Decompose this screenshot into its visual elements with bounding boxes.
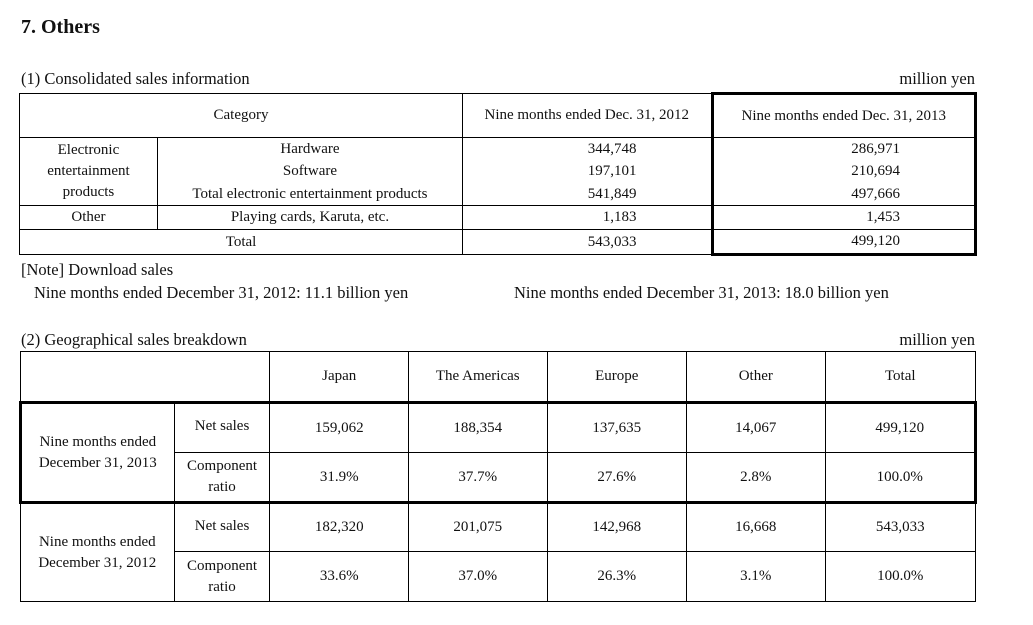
cell-total: 100.0% bbox=[825, 552, 976, 602]
period-label: Nine months ended December 31, 2012 bbox=[21, 503, 175, 602]
table-header-row bbox=[20, 94, 976, 138]
ratio-label: Component ratio bbox=[174, 552, 270, 602]
geo-unit: million yen bbox=[899, 330, 975, 349]
row-label: Total electronic entertainment products bbox=[157, 183, 462, 205]
section-title: 7. Others bbox=[21, 16, 100, 38]
cell-europe: 137,635 bbox=[547, 403, 687, 453]
row-label: Software bbox=[157, 161, 462, 183]
note-2012: Nine months ended December 31, 2012: 11.1 billion yen bbox=[34, 283, 409, 302]
cell-japan: 159,062 bbox=[270, 403, 409, 453]
table-row bbox=[20, 183, 976, 205]
cell-japan: 182,320 bbox=[270, 503, 409, 552]
value-2012: 541,849 bbox=[463, 183, 713, 205]
row-label-total: Total bbox=[20, 230, 463, 255]
value-2013: 210,694 bbox=[712, 161, 975, 183]
cell-other: 3.1% bbox=[687, 552, 825, 602]
cell-americas: 201,075 bbox=[408, 503, 547, 552]
cell-japan: 33.6% bbox=[270, 552, 409, 602]
cell-americas: 188,354 bbox=[408, 403, 547, 453]
table-header-row bbox=[21, 352, 976, 403]
table-row bbox=[21, 503, 976, 552]
value-2012: 1,183 bbox=[463, 206, 713, 230]
net-sales-label: Net sales bbox=[174, 503, 270, 552]
header-category: Category bbox=[20, 94, 463, 138]
table-row bbox=[20, 161, 976, 183]
value-2012: 344,748 bbox=[463, 138, 713, 161]
note-title: [Note] Download sales bbox=[21, 260, 174, 279]
table-row bbox=[21, 403, 976, 453]
header-2012: Nine months ended Dec. 31, 2012 bbox=[463, 94, 713, 138]
net-sales-label: Net sales bbox=[174, 403, 270, 453]
group-other-label: Other bbox=[20, 206, 158, 230]
row-label: Playing cards, Karuta, etc. bbox=[157, 206, 462, 230]
cell-europe: 142,968 bbox=[547, 503, 687, 552]
geographical-sales-table bbox=[19, 351, 977, 602]
cell-total: 499,120 bbox=[825, 403, 976, 453]
value-2013: 497,666 bbox=[712, 183, 975, 205]
table-row bbox=[20, 206, 976, 230]
cell-europe: 26.3% bbox=[547, 552, 687, 602]
consolidated-sales-table bbox=[19, 92, 977, 256]
value-2013: 1,453 bbox=[712, 206, 975, 230]
value-2013-total: 499,120 bbox=[712, 230, 975, 255]
period-label: Nine months ended December 31, 2013 bbox=[21, 403, 175, 503]
header-total: Total bbox=[825, 352, 976, 403]
header-americas: The Americas bbox=[408, 352, 547, 403]
value-2012-total: 543,033 bbox=[463, 230, 713, 255]
cell-americas: 37.0% bbox=[408, 552, 547, 602]
header-other: Other bbox=[687, 352, 825, 403]
geo-caption: (2) Geographical sales breakdown bbox=[21, 330, 247, 349]
table-row-total bbox=[20, 230, 976, 255]
cell-other: 14,067 bbox=[687, 403, 825, 453]
header-2013: Nine months ended Dec. 31, 2013 bbox=[712, 94, 975, 138]
group-electronic-label: Electronic entertainment products bbox=[20, 138, 158, 206]
cell-europe: 27.6% bbox=[547, 453, 687, 503]
value-2013: 286,971 bbox=[712, 138, 975, 161]
header-empty bbox=[21, 352, 270, 403]
cell-other: 16,668 bbox=[687, 503, 825, 552]
header-japan: Japan bbox=[270, 352, 409, 403]
note-2013: Nine months ended December 31, 2013: 18.0 billion yen bbox=[514, 283, 889, 302]
cell-total: 543,033 bbox=[825, 503, 976, 552]
cell-total: 100.0% bbox=[825, 453, 976, 503]
cell-americas: 37.7% bbox=[408, 453, 547, 503]
ratio-label: Component ratio bbox=[174, 453, 270, 503]
header-europe: Europe bbox=[547, 352, 687, 403]
sales-info-unit: million yen bbox=[899, 69, 975, 88]
value-2012: 197,101 bbox=[463, 161, 713, 183]
row-label: Hardware bbox=[157, 138, 462, 161]
cell-other: 2.8% bbox=[687, 453, 825, 503]
cell-japan: 31.9% bbox=[270, 453, 409, 503]
sales-info-caption: (1) Consolidated sales information bbox=[21, 69, 250, 88]
table-row bbox=[20, 138, 976, 161]
